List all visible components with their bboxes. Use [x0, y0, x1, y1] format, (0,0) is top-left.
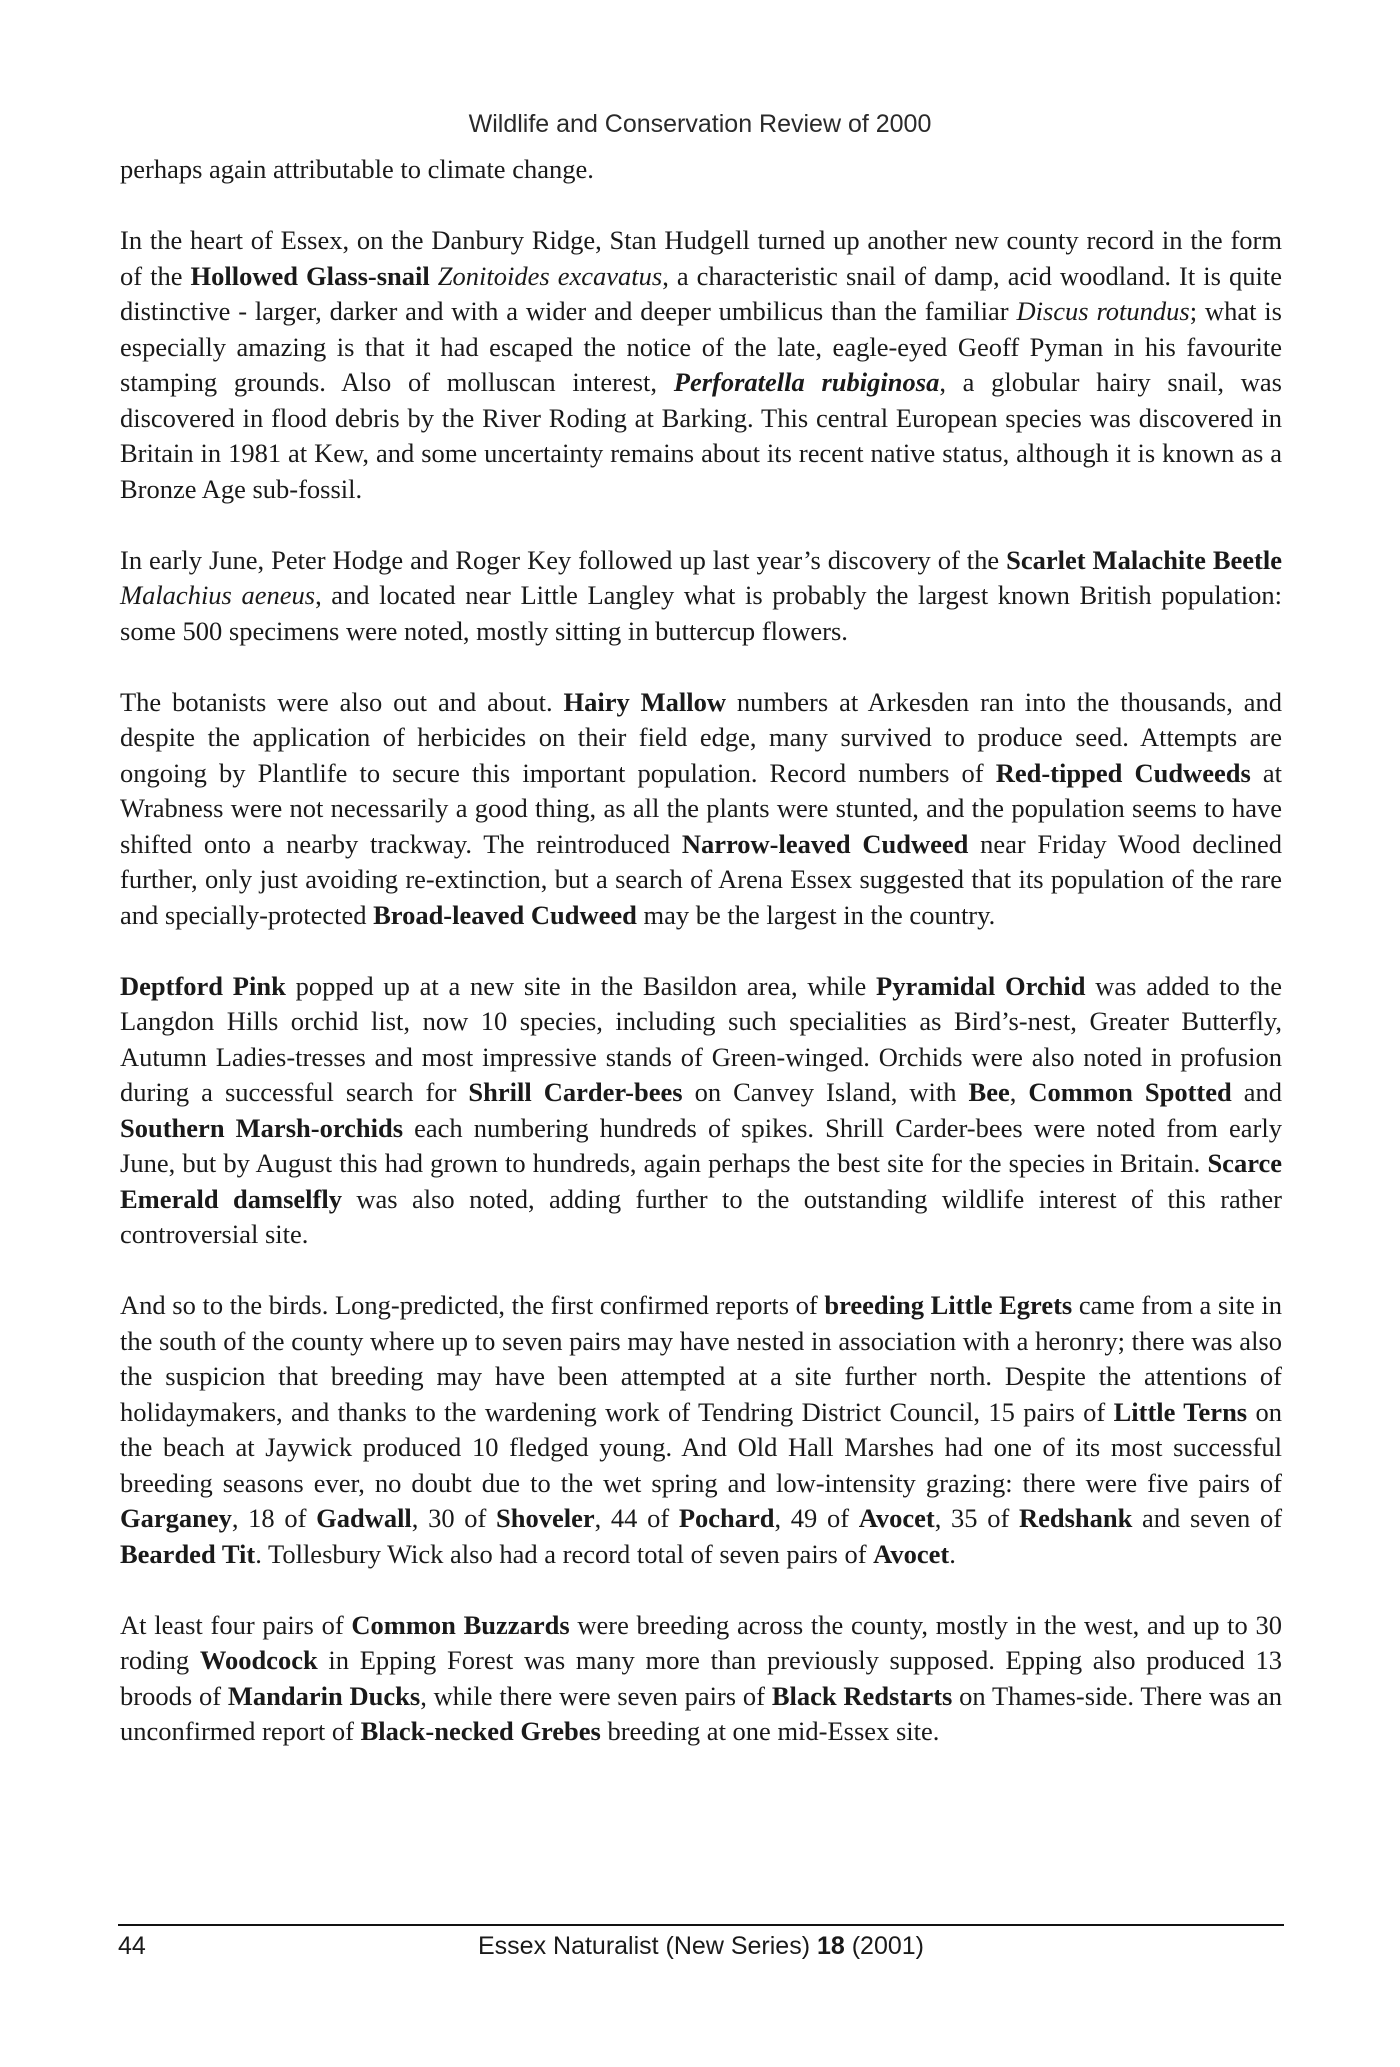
emphasis-run: Bearded Tit	[120, 1538, 256, 1569]
text-run: was also noted, adding further to the outstanding wildlife interest of this rather controversial site.	[120, 1183, 1283, 1249]
emphasis-run: Hairy Mallow	[563, 686, 727, 717]
page-number: 44	[118, 1932, 146, 1960]
emphasis-run: Broad-leaved Cudweed	[373, 899, 637, 930]
volume-number: 18	[816, 1932, 845, 1960]
emphasis-run: Gadwall	[316, 1503, 412, 1533]
text-run: ; what is especially amazing is that it had escaped the notice of the late, eagle-eyed Geoff Pyman in his favourite stamping grounds. Also of molluscan interest,	[120, 296, 1282, 397]
article-body	[120, 152, 1282, 1785]
text-run: on Thames-side. There was an unconfirmed report of	[120, 1680, 1283, 1746]
text-run	[430, 261, 438, 291]
emphasis-run: Scarce Emerald damselfly	[120, 1148, 1282, 1214]
text-run: , 18 of	[231, 1503, 317, 1533]
text-run: , while there were seven pairs of	[420, 1680, 772, 1711]
emphasis-run: Redshank	[1018, 1503, 1133, 1533]
emphasis-run: Scarlet Malachite Beetle	[1006, 544, 1282, 575]
text-run: , and located near Little Langley what is probably the largest known British population: some 500 specimens were noted, mostly sitting in buttercup flowers.	[120, 580, 1282, 646]
emphasis-run: Narrow-leaved Cudweed	[681, 828, 969, 859]
journal-year: (2001)	[844, 1932, 924, 1960]
text-run: breeding at one mid-Essex site.	[600, 1716, 940, 1746]
emphasis-run: Shrill Carder-bees	[468, 1077, 683, 1107]
paragraph	[120, 969, 1282, 1253]
text-run: In early June, Peter Hodge and Roger Key followed up last year’s discovery of the	[120, 544, 1007, 575]
text-run: each numbering hundreds of spikes. Shrill Carder-bees were noted from early June, but by August this had grown to hundreds, again perhaps the best site for the species in Britain.	[120, 1112, 1282, 1178]
emphasis-run: Southern Marsh-orchids	[120, 1112, 404, 1143]
text-run: .	[949, 1538, 956, 1569]
emphasis-run: Woodcock	[199, 1645, 318, 1675]
text-run: came from a site in the south of the county where up to seven pairs may have nested in association with a heronry; there was also the suspicion that breeding may have been attempted at a site further north. Despite the attentions of holidaymakers, and thanks to the wardening work of Tendring District Council, 15 pairs of	[120, 1290, 1282, 1427]
text-run: on the beach at Jaywick produced 10 fledged young. And Old Hall Marshes had one of its most successful breeding seasons ever, no doubt due to the wet spring and low-intensity grazing: there were five pairs of	[120, 1396, 1282, 1498]
paragraph	[120, 223, 1282, 507]
emphasis-run: Mandarin Ducks	[227, 1680, 421, 1711]
paragraph	[120, 1608, 1282, 1750]
text-run: perhaps again attributable to climate change.	[120, 154, 594, 184]
emphasis-run: Black-necked Grebes	[360, 1716, 601, 1746]
emphasis-run: Common Spotted	[1028, 1077, 1232, 1107]
paragraph	[120, 543, 1282, 650]
text-run: numbers at Arkesden ran into the thousands, and despite the application of herbicides on their field edge, many survived to produce seed. Attempts are ongoing by Plantlife to secure this important population. Record numbers of	[120, 686, 1282, 788]
footer-rule	[118, 1924, 1284, 1926]
text-run: in Epping Forest was many more than previously supposed. Epping also produced 13 broods of	[120, 1645, 1283, 1711]
text-run: , a characteristic snail of damp, acid woodland. It is quite distinctive - larger, darker and with a wider and deeper umbilicus than the familiar	[120, 260, 1282, 326]
text-run: , 49 of	[774, 1503, 859, 1533]
paragraph	[120, 1288, 1282, 1572]
emphasis-run: Avocet	[873, 1538, 950, 1569]
text-run: The botanists were also out and about.	[120, 686, 564, 717]
emphasis-run: Little Terns	[1113, 1396, 1248, 1427]
emphasis-run: Black Redstarts	[771, 1680, 953, 1711]
page-footer	[118, 1932, 1284, 1968]
emphasis-run: Deptford Pink	[120, 970, 286, 1001]
journal-name: Essex Naturalist (New Series)	[477, 1932, 817, 1960]
running-header: Wildlife and Conservation Review of 2000	[468, 110, 932, 138]
emphasis-run: Pochard	[678, 1503, 775, 1533]
emphasis-run: Malachius aeneus	[120, 580, 316, 610]
text-run: , 30 of	[411, 1503, 496, 1533]
emphasis-run: Bee	[968, 1077, 1010, 1107]
text-run: at Wrabness were not necessarily a good thing, as all the plants were stunted, and the population seems to have shifted onto a nearby trackway. The reintroduced	[120, 757, 1283, 859]
emphasis-run: Hollowed Glass-snail	[190, 260, 430, 291]
emphasis-run: Common Buzzards	[351, 1609, 570, 1640]
emphasis-run: breeding Little Egrets	[824, 1290, 1073, 1320]
text-run: near Friday Wood declined further, only just avoiding re-extinction, but a search of Arena Essex suggested that its population of the rare and specially-protected	[120, 828, 1282, 930]
text-run: , 44 of	[594, 1503, 679, 1533]
text-run: were breeding across the county, mostly in the west, and up to 30 roding	[120, 1609, 1282, 1675]
emphasis-run: Perforatella rubiginosa	[673, 367, 940, 397]
text-run: , 35 of	[934, 1503, 1019, 1533]
text-run: And so to the birds. Long-predicted, the first confirmed reports of	[120, 1290, 825, 1320]
emphasis-run: Pyramidal Orchid	[876, 970, 1086, 1001]
text-run: may be the largest in the country.	[636, 899, 996, 930]
emphasis-run: Red-tipped Cudweeds	[995, 757, 1251, 788]
emphasis-run: Zonitoides excavatus	[437, 260, 663, 291]
journal-citation	[118, 1932, 1284, 1961]
emphasis-run: Shoveler	[496, 1503, 595, 1533]
paragraph	[120, 152, 1282, 188]
paragraph	[120, 685, 1282, 934]
text-run: ,	[1009, 1077, 1029, 1107]
text-run: and	[1231, 1077, 1283, 1107]
text-run: In the heart of Essex, on the Danbury Ridge, Stan Hudgell turned up another new county record in the form of the	[120, 225, 1282, 291]
emphasis-run: Avocet	[858, 1503, 935, 1533]
text-run: on Canvey Island, with	[682, 1077, 969, 1107]
emphasis-run: Discus rotundus	[1016, 296, 1190, 326]
text-run: At least four pairs of	[120, 1609, 352, 1640]
text-run: popped up at a new site in the Basildon area, while	[285, 970, 877, 1001]
emphasis-run: Garganey	[120, 1503, 232, 1533]
text-run: , a globular hairy snail, was discovered in flood debris by the River Roding at Barking. This central European species was discovered in Britain in 1981 at Kew, and some uncertainty remains about its recent native status, although it is known as a Bronze Age sub-fossil.	[120, 367, 1282, 504]
text-run: was added to the Langdon Hills orchid list, now 10 species, including such specialities as Bird’s-nest, Greater Butterfly, Autumn Ladies-tresses and most impressive stands of Green-winged. Orchids were also noted in profusion during a successful search for	[120, 970, 1283, 1107]
text-run: and seven of	[1132, 1503, 1283, 1533]
text-run: . Tollesbury Wick also had a record total of seven pairs of	[255, 1538, 874, 1569]
